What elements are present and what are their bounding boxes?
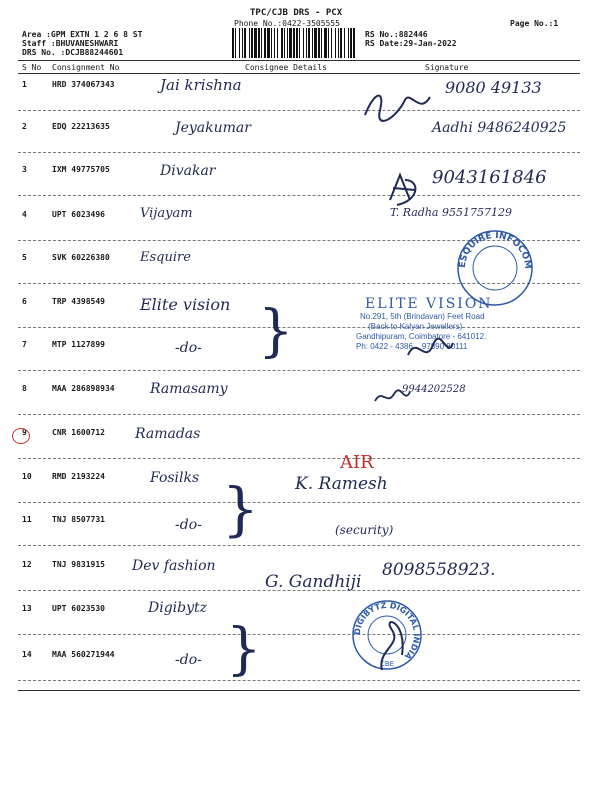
barcode-bar [242,28,243,58]
elite-vision-line1: No.291, 5th (Brindavan) Feet Road [360,312,485,321]
row-consignment-no: MAA 286898934 [52,384,115,393]
row-consignee-name: Divakar [160,163,216,179]
digibytz-stamp-city: CBE [379,660,395,668]
row-sno: 1 [22,80,27,89]
signature-scribble-3 [385,170,425,210]
row-consignee-name: Dev fashion [132,558,216,574]
row-sno: 8 [22,384,27,393]
row-sno: 14 [22,650,32,659]
staff-field: Staff :BHUVANESHWARI [22,39,119,48]
row-sno: 2 [22,122,27,131]
barcode-bar [281,28,283,58]
elite-vision-line2: (Back to Kalyan Jewellers) [368,322,463,331]
row-consignment-no: RMD 2193224 [52,472,105,481]
row-signature: K. Ramesh [295,474,388,494]
barcode-bar [328,28,329,58]
barcode-bar [274,28,275,58]
row-separator [18,545,580,546]
barcode-bar [353,28,355,58]
air-annotation: AIR [340,452,374,473]
row-sno: 4 [22,210,27,219]
elite-vision-line4: Ph: 0422 - 4386... 97890 80111 [356,342,468,351]
barcode-bar [235,28,236,58]
barcode-bar [303,28,304,58]
row-consignee-name: Jai krishna [160,76,242,94]
rs-date: RS Date:29-Jan-2022 [365,39,457,48]
row-sno: 7 [22,340,27,349]
barcode-bar [244,28,246,58]
brace-rows-13-14: } [226,617,262,682]
row-separator [18,195,580,196]
row-consignment-no: UPT 6023496 [52,210,105,219]
barcode-bar [318,28,320,58]
row-sno: 5 [22,253,27,262]
elite-vision-line3: Gandhipuram, Coimbatore - 641012. [356,332,487,341]
barcode-bar [340,28,342,58]
barcode-bar [335,28,336,58]
row-separator [18,327,580,328]
col-signature: Signature [425,63,469,72]
row-signature: (security) [335,523,394,537]
brace-rows-6-7: } [258,299,294,364]
barcode-bar [306,28,307,58]
row-signature: T. Radha 9551757129 [390,206,512,219]
barcode-bar [350,28,352,58]
row-consignment-no: TNJ 9831915 [52,560,105,569]
row-signature: 8098558923. [382,560,496,580]
row-9-circle-mark [12,428,30,444]
barcode-bar [254,28,257,58]
row-consignment-no: HRD 374067343 [52,80,115,89]
barcode-bar [267,28,270,58]
row-signature: 9080 49133 [445,78,542,97]
barcode-bar [299,28,300,58]
row-consignee-name: -do- [175,652,202,668]
signature-scribble-1 [360,85,450,125]
row-consignment-no: UPT 6023530 [52,604,105,613]
barcode-bar [308,28,310,58]
row-separator [18,414,580,415]
barcode-bar [264,28,266,58]
barcode-bar [338,28,339,58]
barcode-bar [261,28,262,58]
row-consignment-no: EDQ 22213635 [52,122,110,131]
esquire-stamp-text: ESQUIRE INFOCOM [457,230,533,270]
row-separator [18,680,580,681]
barcode-image [230,28,360,58]
barcode-bar [271,28,272,58]
row-sno: 11 [22,515,32,524]
barcode-bar [239,28,240,58]
barcode-bar [324,28,327,58]
barcode-bar [277,28,278,58]
signature-scribble-13 [372,615,412,675]
barcode-bar [287,28,288,58]
barcode-bar [331,28,332,58]
row-consignee-name: -do- [175,517,202,533]
row-consignee-name: Digibytz [148,600,208,616]
row-consignment-no: TRP 4398549 [52,297,105,306]
phone-number: Phone No.:0422-3505555 [234,19,340,28]
header-bottom-rule [18,73,580,74]
row-separator [18,458,580,459]
row-consignment-no: SVK 60226380 [52,253,110,262]
row-consignee-name: Elite vision [140,295,231,314]
row-separator [18,110,580,111]
row-signature: Aadhi 9486240925 [432,120,567,136]
row-sno: 6 [22,297,27,306]
row-signature: 9944202528 [402,384,466,395]
row-sno: 9 [22,428,27,437]
row-consignee-name: -do- [175,340,202,356]
signature-scribble-8 [372,386,412,408]
rs-number: RS No.:882446 [365,30,428,39]
area-field: Area :GPM EXTN 1 2 6 8 ST [22,30,143,39]
row-consignee-name: Esquire [140,250,191,265]
barcode-bar [293,28,295,58]
row-sno: 10 [22,472,32,481]
barcode-bar [321,28,322,58]
barcode-bar [348,28,349,58]
document-title: TPC/CJB DRS - PCX [250,8,343,18]
header-top-rule [18,60,580,61]
row-consignment-no: MAA 560271944 [52,650,115,659]
row-separator [18,370,580,371]
col-sno: S No [22,63,42,72]
footer-rule [18,690,580,691]
row-sno: 3 [22,165,27,174]
col-consignment: Consignment No [52,63,120,72]
barcode-bar [296,28,298,58]
row-consignee-name: Vijayam [140,206,193,221]
barcode-bar [344,28,345,58]
row-consignment-no: TNJ 8507731 [52,515,105,524]
barcode-bar [258,28,260,58]
row-separator [18,502,580,503]
page-number: Page No.:1 [510,19,559,28]
row-sno: 12 [22,560,32,569]
row-separator [18,152,580,153]
row-consignment-no: IXM 49775705 [52,165,110,174]
brace-rows-10-11: } [222,475,259,543]
row-consignee-name: Ramasamy [150,381,228,397]
svg-text:ESQUIRE INFOCOM [458,231,532,269]
row-signature: 9043161846 [432,167,547,188]
barcode-bar [314,28,317,58]
row-consignment-no: MTP 1127899 [52,340,105,349]
signature-g-gandhi: G. Gandhiji [265,572,362,592]
row-consignee-name: Ramadas [135,426,201,442]
signature-scribble-7 [405,335,455,365]
row-sno: 13 [22,604,32,613]
barcode-bar [232,28,234,58]
barcode-bar [312,28,313,58]
digibytz-stamp-text: DIGIBYTZ DIGITAL INDIA [352,600,422,661]
row-consignee-name: Jeyakumar [175,120,251,136]
elite-vision-name: ELITE VISION [365,296,493,312]
row-consignee-name: Fosilks [150,470,200,486]
barcode-bar [249,28,250,58]
row-separator [18,634,580,635]
barcode-bar [289,28,292,58]
row-consignment-no: CNR 1600712 [52,428,105,437]
col-consignee: Consignee Details [245,63,327,72]
barcode-bar [284,28,285,58]
barcode-bar [251,28,253,58]
drs-number: DRS No. :DCJB88244601 [22,48,124,57]
